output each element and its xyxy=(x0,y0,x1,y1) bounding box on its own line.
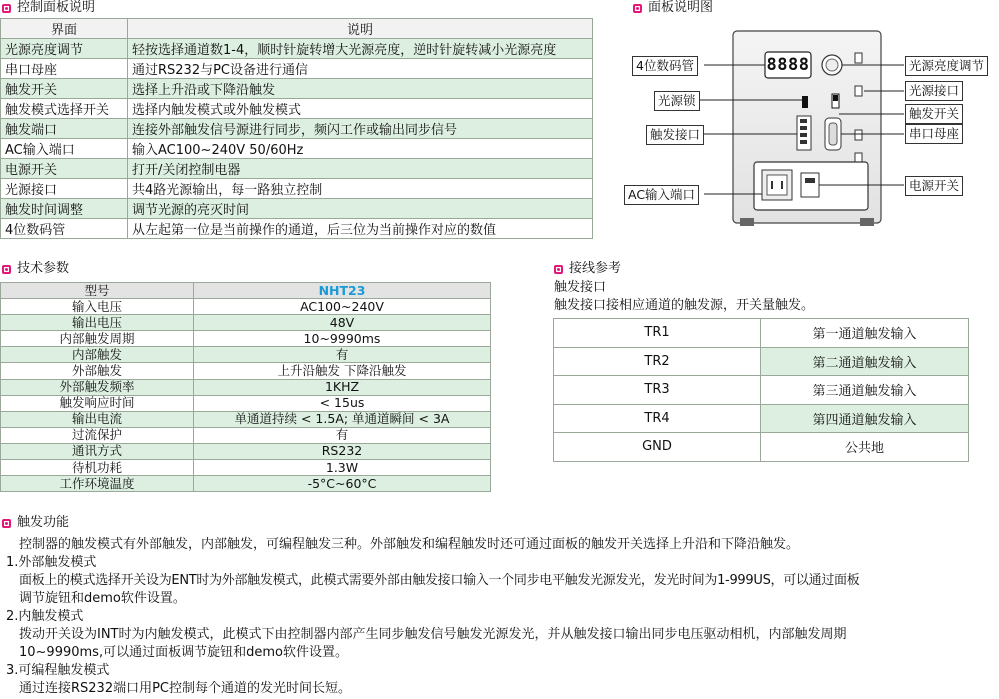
cell: 从左起第一位是当前操作的通道，后三位为当前操作对应的数值 xyxy=(128,219,593,239)
cell: TR4 xyxy=(554,404,761,433)
cell: 选择内触发模式或外触发模式 xyxy=(128,99,593,119)
mode2-text-cont: 10~9990ms,可以通过面板调节旋钮和demo软件设置。 xyxy=(19,645,348,660)
mode1-title: 1.外部触发模式 xyxy=(6,555,97,570)
table-row xyxy=(1,411,491,427)
cell: 选择上升沿或下降沿触发 xyxy=(128,79,593,99)
label-digits: 4位数码管 xyxy=(632,56,698,76)
table-row xyxy=(1,379,491,395)
label-light-port: 光源接口 xyxy=(905,81,963,101)
cell: 打开/关闭控制电器 xyxy=(128,159,593,179)
cell: 共4路光源输出，每一路独立控制 xyxy=(128,179,593,199)
table-row xyxy=(1,119,593,139)
section-title-panel-diagram: 面板说明图 xyxy=(633,0,713,16)
mode2-title: 2.内触发模式 xyxy=(6,609,84,624)
cell: 4位数码管 xyxy=(1,219,128,239)
cell: 单通道持续 < 1.5A; 单通道瞬间 < 3A xyxy=(194,411,491,427)
cell: AC输入端口 xyxy=(1,139,128,159)
table-row xyxy=(1,395,491,411)
section-title-panel-desc: 控制面板说明 xyxy=(2,0,95,16)
mode3-title: 3.可编程触发模式 xyxy=(6,663,110,678)
cell: 通过RS232与PC设备进行通信 xyxy=(128,59,593,79)
table-row xyxy=(1,199,593,219)
lock-switch-icon xyxy=(802,96,808,108)
power-switch-icon xyxy=(801,173,819,197)
digit-display-value: 8888 xyxy=(766,55,810,75)
cell: 待机功耗 xyxy=(1,460,194,476)
header-cell: 说明 xyxy=(128,19,593,39)
section-title-trigger: 触发功能 xyxy=(2,515,69,531)
cell: TR2 xyxy=(554,347,761,376)
table-row xyxy=(1,179,593,199)
cell: 第二通道触发输入 xyxy=(761,347,969,376)
cell: AC100~240V xyxy=(194,299,491,315)
bullet-icon xyxy=(2,265,11,274)
cell: 有 xyxy=(194,427,491,443)
cell: RS232 xyxy=(194,443,491,459)
cell: 串口母座 xyxy=(1,59,128,79)
cell: TR1 xyxy=(554,319,761,348)
cell: < 15us xyxy=(194,395,491,411)
bullet-icon xyxy=(2,519,11,528)
cell: 输出电流 xyxy=(1,411,194,427)
cell: 输出电压 xyxy=(1,315,194,331)
cell: TR3 xyxy=(554,376,761,405)
cell: 连接外部触发信号源进行同步，频闪工作或输出同步信号 xyxy=(128,119,593,139)
mode1-text-cont: 调节旋钮和demo软件设置。 xyxy=(19,591,186,606)
trigger-intro: 控制器的触发模式有外部触发，内部触发，可编程触发三种。外部触发和编程触发时还可通过面板的触发开关选择上升沿和下降沿触发。 xyxy=(19,537,800,552)
cell: 1.3W xyxy=(194,460,491,476)
table-row xyxy=(554,404,969,433)
model-cell: NHT23 xyxy=(194,283,491,299)
cell: 触发时间调整 xyxy=(1,199,128,219)
bullet-icon xyxy=(2,4,11,13)
cell: 外部触发 xyxy=(1,363,194,379)
cell: 电源开关 xyxy=(1,159,128,179)
header-cell: 型号 xyxy=(1,283,194,299)
trigger-terminal-icon xyxy=(797,116,811,150)
table-row xyxy=(1,460,491,476)
cell: 过流保护 xyxy=(1,427,194,443)
label-lock: 光源锁 xyxy=(654,91,700,111)
cell: 光源亮度调节 xyxy=(1,39,128,59)
label-power: 电源开关 xyxy=(905,176,963,196)
cell: 触发端口 xyxy=(1,119,128,139)
cell: 触发开关 xyxy=(1,79,128,99)
cell: 有 xyxy=(194,347,491,363)
cell: GND xyxy=(554,433,761,462)
cell: 外部触发频率 xyxy=(1,379,194,395)
cell: 内部触发 xyxy=(1,347,194,363)
cell: 触发模式选择开关 xyxy=(1,99,128,119)
cell: 第一通道触发输入 xyxy=(761,319,969,348)
table-row xyxy=(554,347,969,376)
spec-table xyxy=(0,282,491,492)
mode2-text: 拨动开关设为INT时为内触发模式，此模式下由控制器内部产生同步触发信号触发光源发光，并从触发接口输出同步电压驱动相机，内部触发周期 xyxy=(19,627,847,642)
cell: 输入AC100~240V 50/60Hz xyxy=(128,139,593,159)
table-row xyxy=(1,39,593,59)
wiring-description: 触发接口接相应通道的触发源，开关量触发。 xyxy=(554,298,815,313)
table-row xyxy=(1,315,491,331)
table-row xyxy=(1,476,491,492)
label-serial: 串口母座 xyxy=(905,124,963,144)
mode3-text: 通过连接RS232端口用PC控制每个通道的发光时间长短。 xyxy=(19,681,352,696)
cell: 通讯方式 xyxy=(1,443,194,459)
table-row xyxy=(1,299,491,315)
table-row xyxy=(1,443,491,459)
table-row xyxy=(1,363,491,379)
table-row xyxy=(554,433,969,462)
cell: 输入电压 xyxy=(1,299,194,315)
table-row xyxy=(1,219,593,239)
cell: 触发响应时间 xyxy=(1,395,194,411)
table-row xyxy=(1,347,491,363)
cell: 内部触发周期 xyxy=(1,331,194,347)
cell: -5°C~60°C xyxy=(194,476,491,492)
cell: 10~9990ms xyxy=(194,331,491,347)
bullet-icon xyxy=(554,265,563,274)
cell: 上升沿触发 下降沿触发 xyxy=(194,363,491,379)
cell: 光源接口 xyxy=(1,179,128,199)
label-ac-input: AC输入端口 xyxy=(624,185,699,205)
mode1-text: 面板上的模式选择开关设为ENT时为外部触发模式，此模式需要外部由触发接口输入一个同步电平触发光源发光，发光时间为1-999US，可以通过面板 xyxy=(19,573,860,588)
table-row xyxy=(554,376,969,405)
cell: 轻按选择通道数1-4，顺时针旋转增大光源亮度，逆时针旋转减小光源亮度 xyxy=(128,39,593,59)
table-row xyxy=(1,139,593,159)
cell: 1KHZ xyxy=(194,379,491,395)
section-title-wiring: 接线参考 xyxy=(554,261,621,277)
table-row xyxy=(554,319,969,348)
cell: 工作环境温度 xyxy=(1,476,194,492)
cell: 公共地 xyxy=(761,433,969,462)
ac-socket-icon xyxy=(762,170,792,200)
table-row xyxy=(1,159,593,179)
table-row xyxy=(1,99,593,119)
table-row xyxy=(1,331,491,347)
cell: 第四通道触发输入 xyxy=(761,404,969,433)
device-foot-right xyxy=(860,218,874,226)
cell: 48V xyxy=(194,315,491,331)
section-title-tech-params: 技术参数 xyxy=(2,261,69,277)
table-row xyxy=(1,427,491,443)
header-cell: 界面 xyxy=(1,19,128,39)
wiring-table xyxy=(553,318,969,462)
cell: 调节光源的亮灭时间 xyxy=(128,199,593,219)
label-brightness: 光源亮度调节 xyxy=(905,56,988,76)
label-trigger-switch: 触发开关 xyxy=(905,104,963,124)
serial-port-icon xyxy=(825,118,841,150)
label-trigger-port: 触发接口 xyxy=(646,125,704,145)
cell: 第三通道触发输入 xyxy=(761,376,969,405)
table-row xyxy=(1,79,593,99)
panel-table xyxy=(0,18,593,239)
table-row xyxy=(1,59,593,79)
panel-diagram xyxy=(600,18,999,238)
device-foot-left xyxy=(740,218,754,226)
bullet-icon xyxy=(633,4,642,13)
wiring-subtitle: 触发接口 xyxy=(554,280,607,295)
